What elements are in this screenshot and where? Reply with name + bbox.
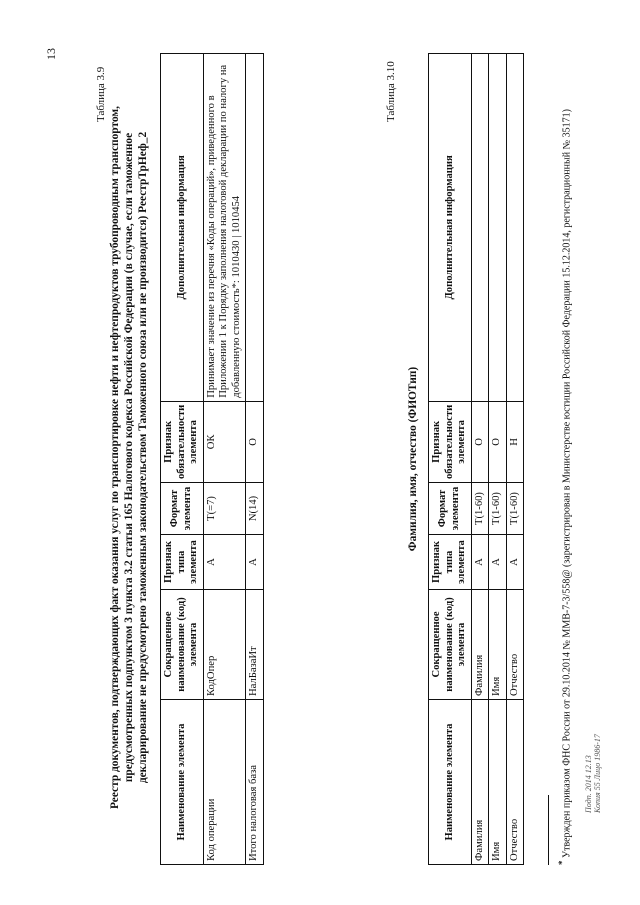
cell: О xyxy=(246,401,264,482)
header-cell: Формат элемента xyxy=(161,483,204,535)
footnote-rule xyxy=(548,795,549,865)
cell: Код операции xyxy=(203,700,246,865)
cell: О xyxy=(489,401,507,482)
cell: Принимает значение из перечня «Коды операций», приведенного в Приложении 1 к Порядку заполнения налоговой декларации по налогу на добавленную стоимость*: 1010430 | 1010454 xyxy=(203,54,246,402)
table-3-10-header-row xyxy=(429,54,472,865)
cell xyxy=(489,54,507,402)
table-3-10 xyxy=(428,53,524,865)
cell: О xyxy=(471,401,489,482)
table-3-10-label: Таблица 3.10 xyxy=(385,61,397,122)
cell: А xyxy=(489,535,507,590)
table-row xyxy=(506,54,524,865)
cell: Итого налоговая база xyxy=(246,700,264,865)
cell: T(1-60) xyxy=(489,483,507,535)
cell: Отчество xyxy=(506,700,524,865)
cell: Фамилия xyxy=(471,590,489,700)
header-cell: Дополнительная информация xyxy=(429,54,472,402)
cell: Имя xyxy=(489,700,507,865)
cell: Отчество xyxy=(506,590,524,700)
header-cell: Сокращенное наименование (код) элемента xyxy=(429,590,472,700)
table-3-10-title: Фамилия, имя, отчество (ФИОТип) xyxy=(407,366,419,552)
cell: КодОпер xyxy=(203,590,246,700)
handwritten-note-1: Подп. 2014 12.13 xyxy=(584,755,593,813)
cell: Фамилия xyxy=(471,700,489,865)
table-3-9-header-row xyxy=(161,54,204,865)
cell: А xyxy=(246,535,264,590)
cell xyxy=(506,54,524,402)
footnote-text: Утвержден приказом ФНС России от 29.10.2014 № ММВ-7-3/558@ (зарегистрирован в Министерстве юстиции Российской Федерации 15.12.2014, регистрационный № 35171) xyxy=(561,109,573,858)
cell: А xyxy=(471,535,489,590)
cell: N(14) xyxy=(246,483,264,535)
cell: Имя xyxy=(489,590,507,700)
page-number: 13 xyxy=(44,48,58,60)
table-row xyxy=(489,54,507,865)
header-cell: Признак типа элемента xyxy=(161,535,204,590)
cell xyxy=(471,54,489,402)
header-cell: Сокращенное наименование (код) элемента xyxy=(161,590,204,700)
header-cell: Наименование элемента xyxy=(161,700,204,865)
cell: T(1-60) xyxy=(471,483,489,535)
footnote xyxy=(556,25,573,865)
header-cell: Формат элемента xyxy=(429,483,472,535)
header-cell: Признак обязательности элемента xyxy=(161,401,204,482)
table-row xyxy=(471,54,489,865)
cell: А xyxy=(203,535,246,590)
table-row xyxy=(203,54,246,865)
header-cell: Дополнительная информация xyxy=(161,54,204,402)
cell xyxy=(246,54,264,402)
cell: T(=7) xyxy=(203,483,246,535)
header-cell: Признак обязательности элемента xyxy=(429,401,472,482)
cell: А xyxy=(506,535,524,590)
header-cell: Признак типа элемента xyxy=(429,535,472,590)
table-3-9 xyxy=(160,53,264,865)
handwritten-note-2: Копия 55 Лицо 1986-17 xyxy=(593,734,602,813)
cell: НалБазаИт xyxy=(246,590,264,700)
table-3-9-title: Реестр документов, подтверждающих факт оказания услуг по транспортировке нефти и нефтепродуктов трубопроводным транспортом, предусмотренных подпунктом 3 пункта 3.2 статьи 165 Налогового кодекса Российской Федерации (в случае, если таможенное декларирование не предусмотрено таможенным законодательством Таможенного союза или не производится) РеестрТрНеф_2 xyxy=(109,105,149,810)
cell: Н xyxy=(506,401,524,482)
footnote-mark: * xyxy=(557,860,567,865)
table-3-9-label: Таблица 3.9 xyxy=(95,66,107,122)
header-cell: Наименование элемента xyxy=(429,700,472,865)
cell: ОК xyxy=(203,401,246,482)
table-row xyxy=(246,54,264,865)
cell: T(1-60) xyxy=(506,483,524,535)
